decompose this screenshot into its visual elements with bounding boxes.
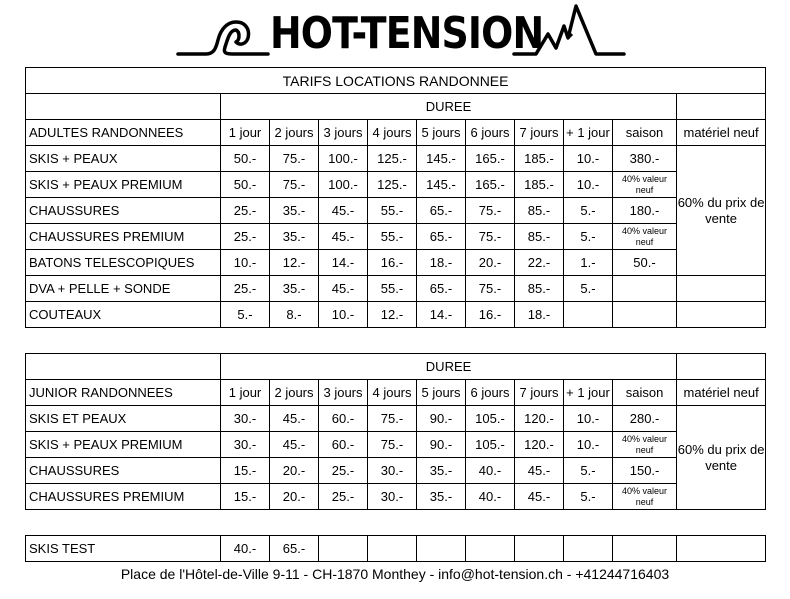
empty-cell xyxy=(26,354,221,380)
price-cell: 165.- xyxy=(466,172,515,198)
column-header: 3 jours xyxy=(319,380,368,406)
price-cell: 90.- xyxy=(417,432,466,458)
price-cell: 20.- xyxy=(466,250,515,276)
table-row xyxy=(26,276,766,302)
price-cell: 25.- xyxy=(319,458,368,484)
item-label: COUTEAUX xyxy=(26,302,221,328)
price-cell: 100.- xyxy=(319,146,368,172)
duree-header: DUREE xyxy=(221,94,677,120)
column-header: 1 jour xyxy=(221,380,270,406)
empty-cell xyxy=(677,94,766,120)
item-label: CHAUSSURES PREMIUM xyxy=(26,224,221,250)
price-cell xyxy=(368,536,417,562)
junior-price-table xyxy=(25,353,766,510)
price-cell: 8.- xyxy=(270,302,319,328)
price-cell: 40.- xyxy=(466,484,515,510)
price-cell: 16.- xyxy=(368,250,417,276)
price-cell: 60.- xyxy=(319,432,368,458)
column-header: 5 jours xyxy=(417,380,466,406)
table-row xyxy=(26,146,766,172)
price-cell: 85.- xyxy=(515,198,564,224)
price-cell: 50.- xyxy=(221,172,270,198)
price-cell: 45.- xyxy=(270,432,319,458)
price-cell: 75.- xyxy=(466,276,515,302)
price-cell: 25.- xyxy=(221,276,270,302)
duree-header: DUREE xyxy=(221,354,677,380)
price-cell: 35.- xyxy=(270,276,319,302)
column-header: + 1 jour xyxy=(564,380,613,406)
price-cell: 90.- xyxy=(417,406,466,432)
column-header: saison xyxy=(613,120,677,146)
price-cell: 12.- xyxy=(270,250,319,276)
price-cell xyxy=(466,536,515,562)
item-label: CHAUSSURES xyxy=(26,198,221,224)
table-row xyxy=(26,484,766,510)
table-row xyxy=(26,250,766,276)
price-cell: 75.- xyxy=(466,224,515,250)
price-cell: 125.- xyxy=(368,146,417,172)
empty-cell xyxy=(677,276,766,302)
price-cell xyxy=(564,302,613,328)
column-header: 3 jours xyxy=(319,120,368,146)
empty-cell xyxy=(677,302,766,328)
price-cell: 20.- xyxy=(270,484,319,510)
price-cell: 75.- xyxy=(270,146,319,172)
price-cell: 10.- xyxy=(564,406,613,432)
brand-logo xyxy=(176,4,626,66)
table-row xyxy=(26,302,766,328)
price-cell: 105.- xyxy=(466,406,515,432)
price-cell: 45.- xyxy=(515,484,564,510)
empty-cell xyxy=(26,94,221,120)
season-price xyxy=(613,276,677,302)
price-cell: 30.- xyxy=(221,406,270,432)
item-label: SKIS + PEAUX PREMIUM xyxy=(26,172,221,198)
column-header: 1 jour xyxy=(221,120,270,146)
price-cell: 65.- xyxy=(417,276,466,302)
price-cell: 1.- xyxy=(564,250,613,276)
price-cell: 5.- xyxy=(564,224,613,250)
price-cell: 100.- xyxy=(319,172,368,198)
item-label: BATONS TELESCOPIQUES xyxy=(26,250,221,276)
empty-cell xyxy=(677,354,766,380)
column-header: 2 jours xyxy=(270,120,319,146)
price-cell: 12.- xyxy=(368,302,417,328)
price-cell: 85.- xyxy=(515,276,564,302)
price-cell: 65.- xyxy=(417,224,466,250)
price-cell: 5.- xyxy=(564,198,613,224)
price-cell: 120.- xyxy=(515,432,564,458)
price-cell: 5.- xyxy=(221,302,270,328)
column-header: 2 jours xyxy=(270,380,319,406)
price-cell: 75.- xyxy=(466,198,515,224)
column-header-row xyxy=(26,120,766,146)
column-header: + 1 jour xyxy=(564,120,613,146)
price-cell xyxy=(417,536,466,562)
column-header: 7 jours xyxy=(515,380,564,406)
price-cell: 75.- xyxy=(270,172,319,198)
price-cell: 35.- xyxy=(417,458,466,484)
price-cell: 15.- xyxy=(221,484,270,510)
table-row xyxy=(26,536,766,562)
season-price: 50.- xyxy=(613,250,677,276)
column-header: 4 jours xyxy=(368,120,417,146)
price-cell: 145.- xyxy=(417,146,466,172)
item-label: CHAUSSURES PREMIUM xyxy=(26,484,221,510)
column-header: saison xyxy=(613,380,677,406)
season-price: 380.- xyxy=(613,146,677,172)
price-cell: 55.- xyxy=(368,276,417,302)
price-cell xyxy=(613,536,677,562)
column-header: matériel neuf xyxy=(677,120,766,146)
price-cell: 45.- xyxy=(515,458,564,484)
column-header: 5 jours xyxy=(417,120,466,146)
footer-contact: Place de l'Hôtel-de-Ville 9-11 - CH-1870 Monthey - info@hot-tension.ch - +41244716403 xyxy=(120,566,670,582)
new-material-note: 60% du prix de vente xyxy=(677,146,766,276)
price-cell: 25.- xyxy=(221,198,270,224)
season-price: 280.- xyxy=(613,406,677,432)
price-cell: 45.- xyxy=(319,276,368,302)
season-price: 180.- xyxy=(613,198,677,224)
table-row xyxy=(26,432,766,458)
price-cell: 85.- xyxy=(515,224,564,250)
price-cell: 25.- xyxy=(221,224,270,250)
price-cell: 75.- xyxy=(368,432,417,458)
price-cell: 35.- xyxy=(270,224,319,250)
page-title: TARIFS LOCATIONS RANDONNEE xyxy=(26,68,766,94)
item-label: SKIS ET PEAUX xyxy=(26,406,221,432)
price-cell: 165.- xyxy=(466,146,515,172)
table-row xyxy=(26,406,766,432)
column-header: 4 jours xyxy=(368,380,417,406)
price-cell: 35.- xyxy=(270,198,319,224)
price-cell xyxy=(677,536,766,562)
adult-price-table xyxy=(25,67,766,328)
price-cell: 15.- xyxy=(221,458,270,484)
price-cell: 10.- xyxy=(319,302,368,328)
price-cell: 55.- xyxy=(368,224,417,250)
price-cell: 60.- xyxy=(319,406,368,432)
price-cell xyxy=(319,536,368,562)
price-cell: 120.- xyxy=(515,406,564,432)
title-row xyxy=(26,68,766,94)
column-header: 6 jours xyxy=(466,120,515,146)
price-cell: 10.- xyxy=(564,146,613,172)
price-cell: 10.- xyxy=(564,432,613,458)
price-cell: 30.- xyxy=(368,484,417,510)
price-cell: 185.- xyxy=(515,146,564,172)
table-row xyxy=(26,172,766,198)
duree-row xyxy=(26,354,766,380)
price-cell: 14.- xyxy=(417,302,466,328)
price-cell: 65.- xyxy=(270,536,319,562)
price-cell: 10.- xyxy=(564,172,613,198)
price-cell: 40.- xyxy=(466,458,515,484)
table-row xyxy=(26,224,766,250)
price-cell: 65.- xyxy=(417,198,466,224)
price-cell xyxy=(515,536,564,562)
price-cell: 20.- xyxy=(270,458,319,484)
price-cell: 105.- xyxy=(466,432,515,458)
price-cell: 10.- xyxy=(221,250,270,276)
price-cell: 16.- xyxy=(466,302,515,328)
item-label: SKIS TEST xyxy=(26,536,221,562)
price-cell: 145.- xyxy=(417,172,466,198)
price-cell: 5.- xyxy=(564,484,613,510)
price-cell: 40.- xyxy=(221,536,270,562)
duree-row xyxy=(26,94,766,120)
price-cell: 125.- xyxy=(368,172,417,198)
item-label: SKIS + PEAUX PREMIUM xyxy=(26,432,221,458)
table-row xyxy=(26,458,766,484)
column-header: 6 jours xyxy=(466,380,515,406)
column-header-row xyxy=(26,380,766,406)
table-row xyxy=(26,198,766,224)
section-header: ADULTES RANDONNEES xyxy=(26,120,221,146)
column-header: 7 jours xyxy=(515,120,564,146)
price-cell: 55.- xyxy=(368,198,417,224)
price-cell xyxy=(564,536,613,562)
season-price: 40% valeur neuf xyxy=(613,224,677,250)
season-price: 150.- xyxy=(613,458,677,484)
season-price xyxy=(613,302,677,328)
item-label: DVA + PELLE + SONDE xyxy=(26,276,221,302)
season-price: 40% valeur neuf xyxy=(613,432,677,458)
price-cell: 50.- xyxy=(221,146,270,172)
column-header: matériel neuf xyxy=(677,380,766,406)
price-cell: 22.- xyxy=(515,250,564,276)
item-label: CHAUSSURES xyxy=(26,458,221,484)
season-price: 40% valeur neuf xyxy=(613,484,677,510)
price-cell: 18.- xyxy=(515,302,564,328)
price-cell: 30.- xyxy=(368,458,417,484)
price-cell: 75.- xyxy=(368,406,417,432)
price-cell: 5.- xyxy=(564,276,613,302)
price-cell: 45.- xyxy=(319,198,368,224)
price-cell: 30.- xyxy=(221,432,270,458)
price-cell: 5.- xyxy=(564,458,613,484)
brand-name: HOT-TENSION xyxy=(270,8,544,59)
season-price: 40% valeur neuf xyxy=(613,172,677,198)
new-material-note: 60% du prix de vente xyxy=(677,406,766,510)
section-header: JUNIOR RANDONNEES xyxy=(26,380,221,406)
item-label: SKIS + PEAUX xyxy=(26,146,221,172)
price-cell: 14.- xyxy=(319,250,368,276)
price-cell: 45.- xyxy=(270,406,319,432)
price-cell: 45.- xyxy=(319,224,368,250)
price-cell: 18.- xyxy=(417,250,466,276)
test-ski-table xyxy=(25,535,766,562)
price-cell: 185.- xyxy=(515,172,564,198)
price-cell: 35.- xyxy=(417,484,466,510)
price-cell: 25.- xyxy=(319,484,368,510)
